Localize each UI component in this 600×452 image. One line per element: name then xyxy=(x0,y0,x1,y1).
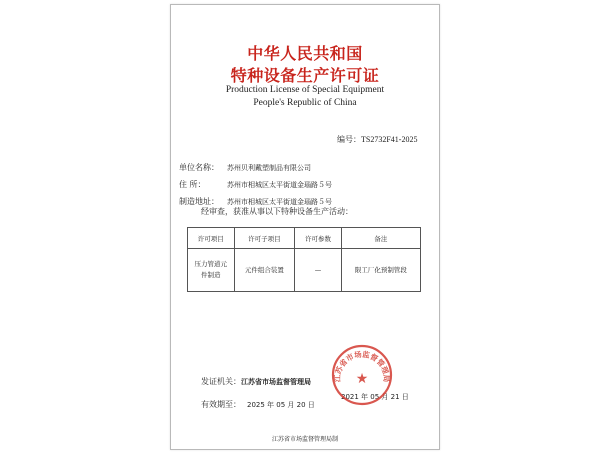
license-document xyxy=(170,4,440,450)
official-seal xyxy=(330,343,394,407)
issuer xyxy=(201,369,311,388)
field-label: 单位名称： xyxy=(179,163,219,172)
header-cell: 许可子项目 xyxy=(234,228,295,249)
field-value: 苏州市相城区太平街道金瑙路５号 xyxy=(227,198,332,206)
approval-statement: 经审查，获准从事以下特种设备生产活动： xyxy=(201,207,353,216)
license-number-value: TS2732F41-2025 xyxy=(361,135,418,144)
validity-label: 有效期至： xyxy=(201,400,241,409)
table-row xyxy=(188,249,421,292)
svg-text:江苏省市场监督管理局: 江苏省市场监督管理局 xyxy=(332,349,392,383)
title-en-line-1: Production License of Special Equipment xyxy=(225,85,385,95)
document-footer: 江苏省市场监督管理局制 xyxy=(271,436,338,443)
table-cell: 元件组合装置 xyxy=(234,249,295,292)
license-number xyxy=(337,127,417,146)
title-en-line-2: People's Republic of China xyxy=(253,98,357,108)
header-cell: 许可项目 xyxy=(188,228,235,249)
permit-table-header xyxy=(188,228,421,249)
table-cell: 压力管道元件制造 xyxy=(188,249,235,292)
header-cell: 许可参数 xyxy=(295,228,342,249)
issuer-value: 江苏省市场监督管理局 xyxy=(241,378,311,386)
permit-table xyxy=(187,227,421,292)
field-value: 苏州贝利戴塑制品有限公司 xyxy=(227,164,311,172)
title-cn-line-1: 中华人民共和国 xyxy=(247,44,363,63)
field-label: 制造地址： xyxy=(179,197,219,206)
field-label: 住 所： xyxy=(179,180,206,189)
issue-date: 2021 年 05 月 21 日 xyxy=(341,393,409,401)
table-cell: 限工厂化预制管段 xyxy=(341,249,420,292)
issuer-label: 发证机关： xyxy=(201,377,241,386)
table-cell: — xyxy=(295,249,342,292)
title-cn-line-2: 特种设备生产许可证 xyxy=(230,66,380,85)
validity-value: 2025 年 05 月 20 日 xyxy=(247,401,315,409)
svg-text:★: ★ xyxy=(355,371,369,387)
validity xyxy=(201,392,315,411)
license-number-label: 编号： xyxy=(337,135,361,144)
field-value: 苏州市相城区太平街道金瑙路５号 xyxy=(227,181,332,189)
header-cell: 备注 xyxy=(341,228,420,249)
